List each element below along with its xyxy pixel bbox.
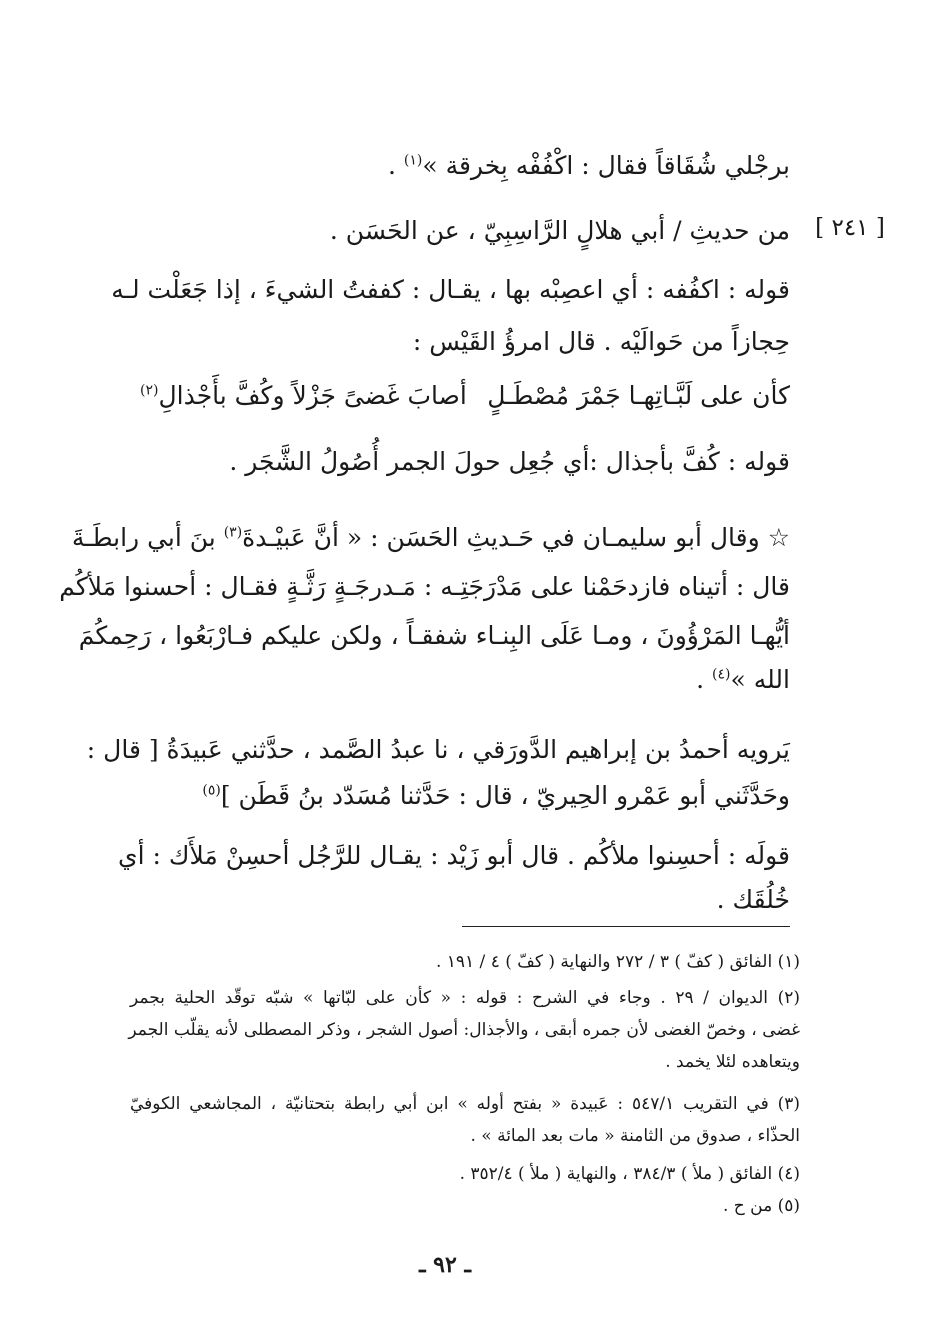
footnote-marker: (١) — [403, 152, 423, 169]
footnote-marker: (٤) — [712, 666, 731, 683]
text-line-12: قولَه : أحسِنوا ملأكُم . قال أبو زَيْد : يقـال للرَّجُل أحسِنْ مَلأَك : أي — [118, 841, 790, 870]
footnote-4: (٤) الفائق ( ملأ ) ٣٨٤/٣ ، والنهاية ( ملأ ) ٣٥٢/٤ . — [459, 1164, 800, 1184]
footnote-separator — [462, 926, 790, 927]
footnote-2-line-3: ويتعاهده لئلا يخمد . — [665, 1052, 800, 1072]
text-line-5: قوله : كُفَّ بأجذال :أي جُعِل حولَ الجمر أُصُولُ الشَّجَر . — [229, 447, 790, 476]
text-line-3: قوله : اكفُفه : أي اعصِبْه بها ، يقـال : كففتُ الشيءَ ، إذا جَعَلْت لـه — [111, 275, 790, 304]
text-line-8: أيُّهـا المَرْؤُونَ ، ومـا عَلَى البِنـاء شفقـاً ، ولكن عليكم فـارْبَعُوا ، رَحِمكُمَ — [78, 621, 790, 650]
footnote-marker: (٥) — [202, 782, 221, 799]
text-line-1 — [140, 146, 790, 186]
text-segment: . — [387, 151, 404, 180]
text-line-10: يَرويه أحمدُ بن إبراهيم الدَّورَقي ، نا عبدُ الصَّمد ، حدَّثني عَبيدَةُ [ قال : — [86, 735, 790, 764]
text-line-11 — [140, 776, 790, 816]
verse-hemistich-first: كأن على لَبَّـاتِهـا جَمْرَ مُصْطَـلٍ — [487, 381, 790, 410]
text-segment: . — [696, 665, 713, 694]
footnote-3-line-1: (٣) في التقريب ٥٤٧/١ : عَبيدة « بفتح أوله » ابن أبي رابطة بتحتانيّة ، المجاشعي الكوفيّ — [130, 1094, 800, 1114]
text-segment: برجْلي شُقَاقاً فقال : اكْفُفْه بِخرقة » — [422, 151, 790, 180]
margin-reference-number: [ ٢٤١ ] — [815, 215, 885, 241]
footnote-2-line-1: (٢) الديوان / ٢٩ . وجاء في الشرح : قوله : « كأن على لبّاتها » شبّه توقّد الحلية بجمر — [130, 988, 800, 1008]
text-line-2: من حديثِ / أبي هلالٍ الرَّاسِبِيّ ، عن الحَسَن . — [329, 216, 790, 245]
text-segment: الله » — [730, 665, 790, 694]
text-line-4: حِجازاً من حَوالَيْه . قال امرؤُ القَيْس : — [412, 327, 790, 356]
text-segment: ☆ وقال أبو سليمـان في حَـديثِ الحَسَن : « أنَّ عَبيْـدةَ — [242, 523, 790, 552]
text-line-13: خُلُقَك . — [716, 885, 790, 914]
footnote-1: (١) الفائق ( كفّ ) ٣ / ٢٧٢ والنهاية ( كفّ ) ٤ / ١٩١ . — [435, 952, 800, 972]
text-line-6 — [71, 518, 790, 558]
poetry-verse — [140, 372, 790, 420]
footnote-marker: (٢) — [140, 382, 159, 399]
footnote-5: (٥) من ح . — [722, 1196, 800, 1216]
verse-hemistich-second — [140, 372, 467, 420]
page-number: ـ ٩٢ ـ — [419, 1252, 471, 1278]
footnote-2-line-2: غضى ، وخصّ الغضى لأن جمره أبقى ، والأجذال: أصول الشجر ، وذكر المصطلى لأنه يقلّب الجمر — [128, 1020, 800, 1040]
text-segment: وحَدَّثَني أبو عَمْرو الحِيريّ ، قال : حَدَّثنا مُسَدّد بنُ قَطَن ] — [220, 781, 790, 810]
text-line-9 — [140, 660, 790, 700]
text-segment: بنَ أبي رابطَـةَ — [71, 523, 224, 552]
footnote-marker: (٣) — [223, 524, 243, 541]
text-line-7: قال : أتيناه فازدحَمْنا على مَدْرَجَتِـه : مَـدرجَـةٍ رَثَّـةٍ فقـال : أحسنوا مَلأكُم — [59, 572, 790, 601]
text-segment: أصابَ غَضىً جَزْلاً وكُفَّ بأَجْذالِ — [158, 381, 467, 410]
footnote-3-line-2: الحذّاء ، صدوق من الثامنة « مات بعد المائة » . — [470, 1126, 800, 1146]
